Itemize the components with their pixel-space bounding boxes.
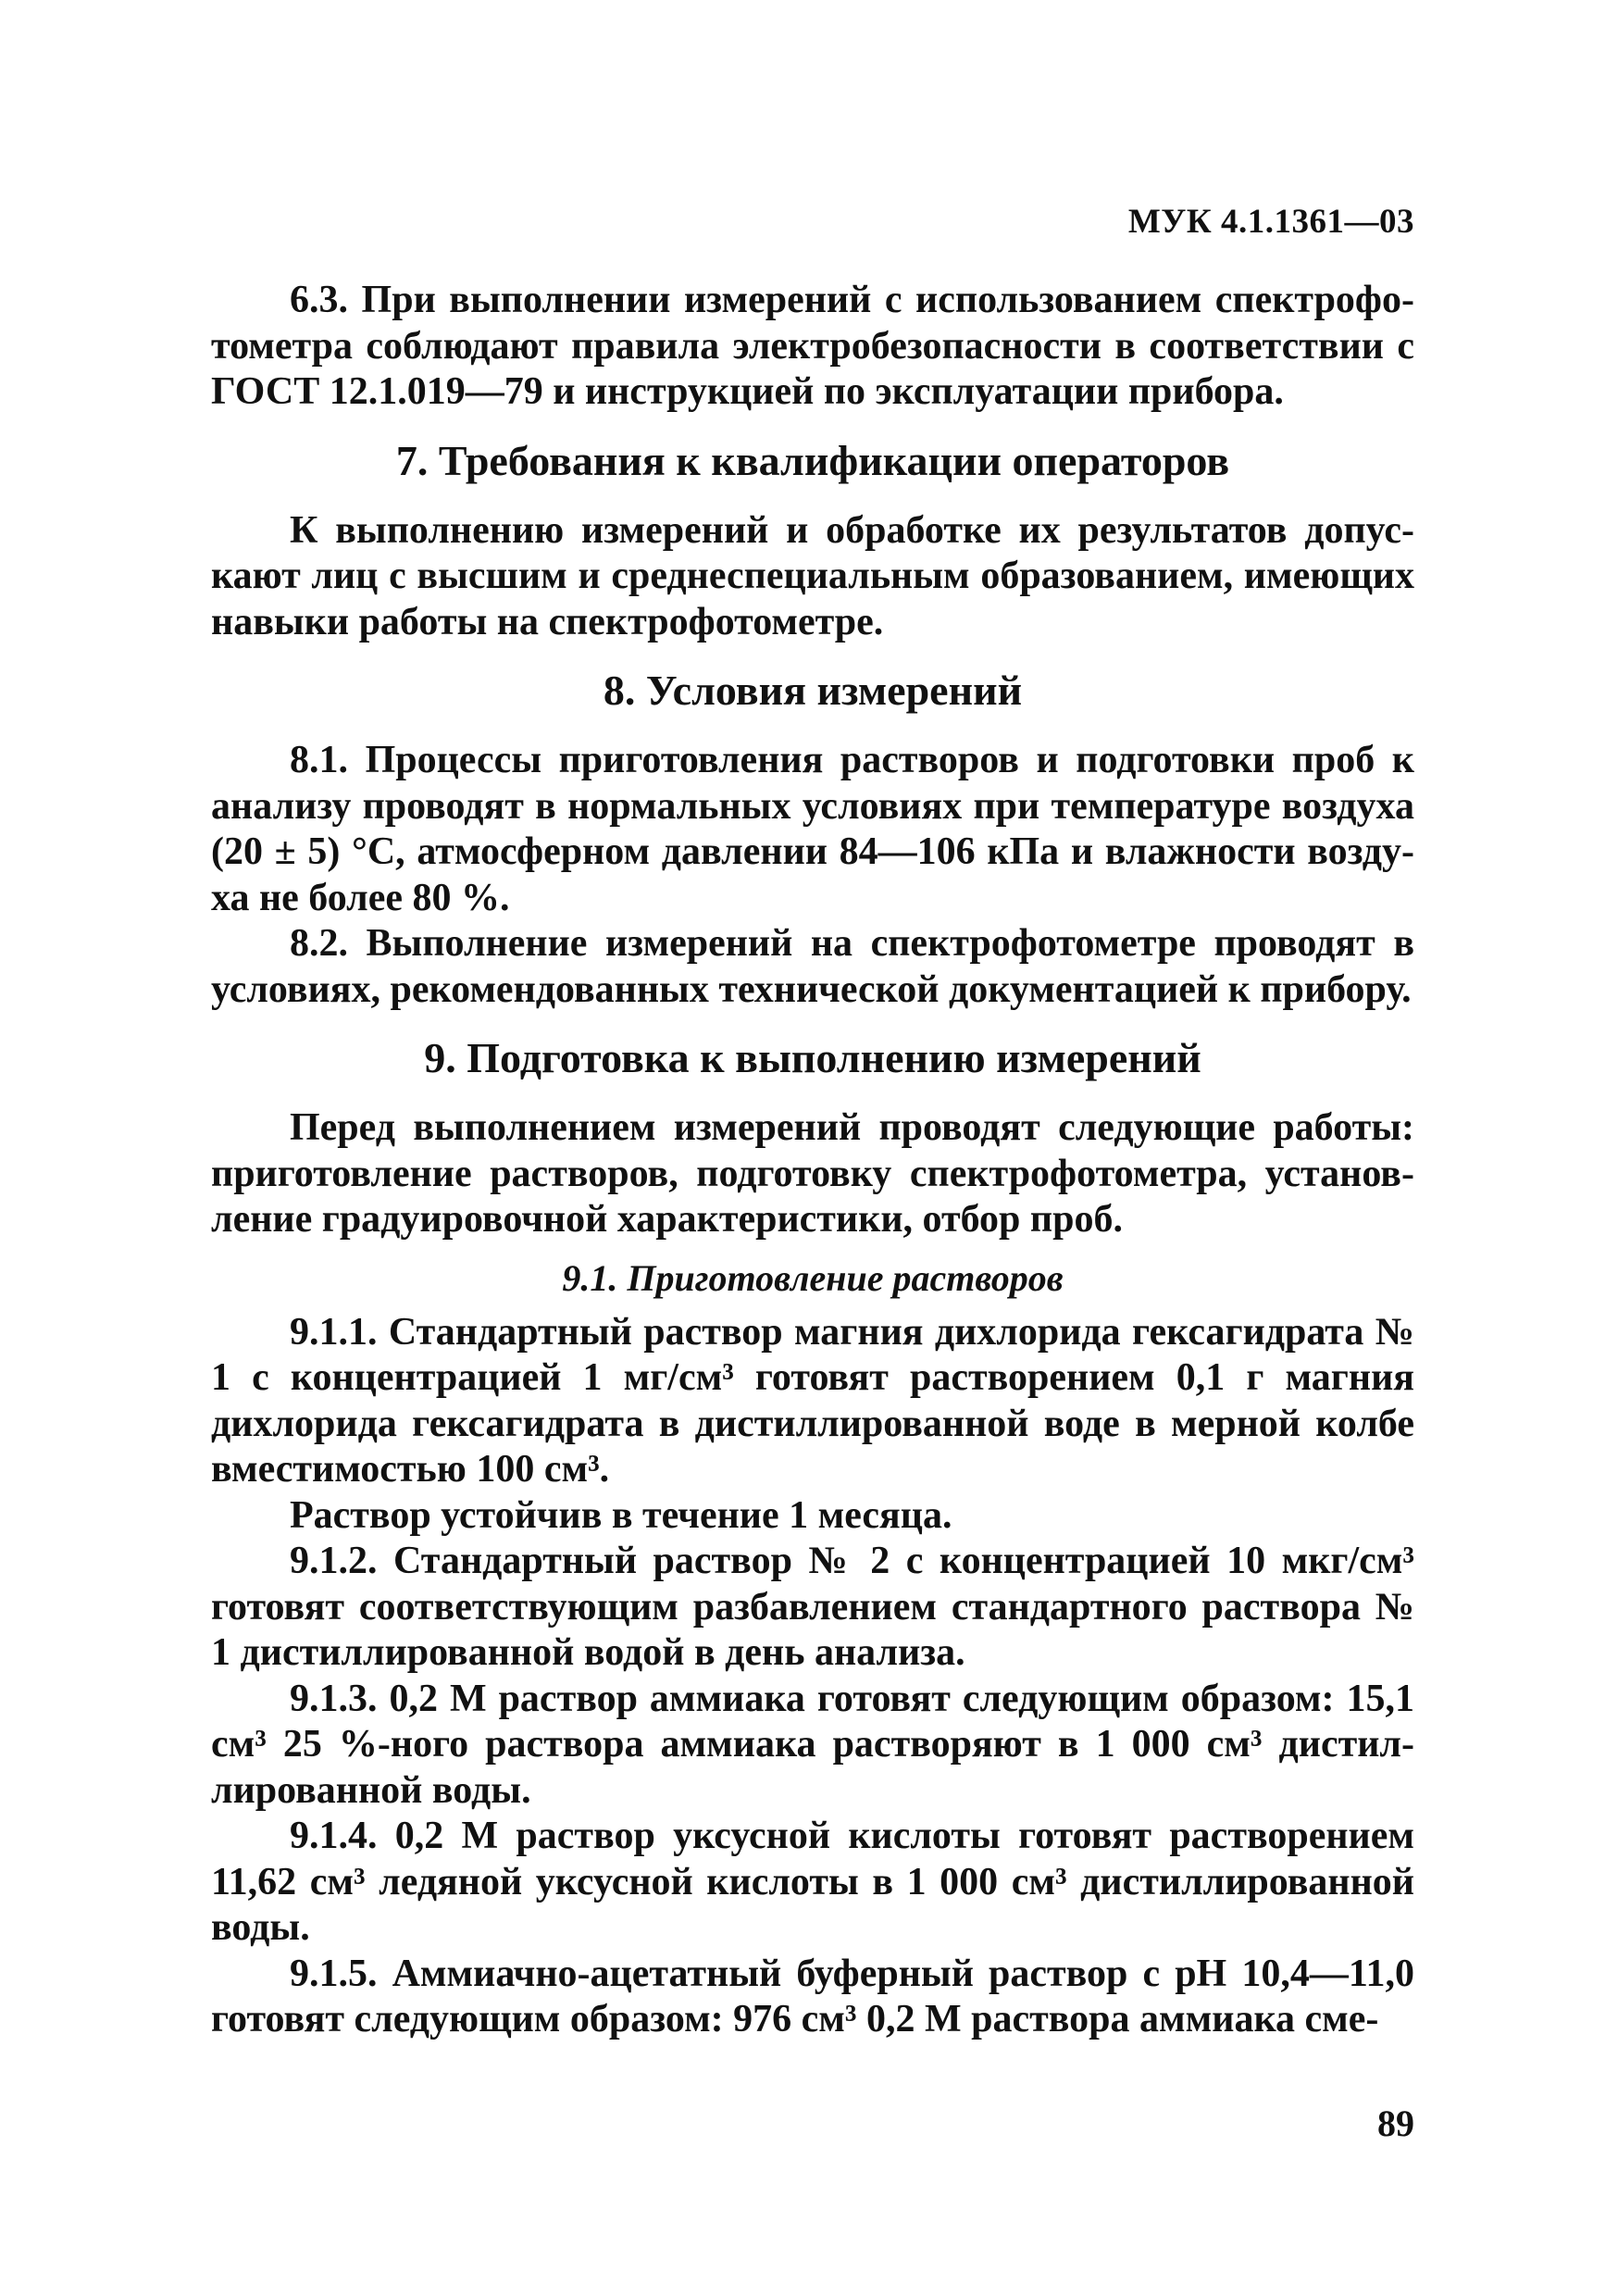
paragraph-9-1-2: 9.1.2. Стандартный раствор № 2 с концентрацией 10 мкг/см³ готовят соответствующим разбавлением стандартного раствора № 1 дистиллированной водой в день анализа. bbox=[211, 1540, 1414, 1674]
document-body bbox=[211, 278, 1414, 2043]
document-code: МУК 4.1.1361—03 bbox=[1127, 203, 1414, 241]
paragraph-9-1-5: 9.1.5. Аммиачно-ацетатный буферный раствор с pH 10,4—11,0 готовят следующим образом: 976 см³ 0,2 М раствора аммиака сме- bbox=[211, 1952, 1414, 2040]
paragraph-7: К выполнению измерений и обработке их результатов допускают лиц с высшим и среднеспециальным образованием, имеющих навыки работы на спектрофотометре. bbox=[211, 508, 1414, 643]
section-heading-8: 8. Условия измерений bbox=[603, 667, 1023, 714]
paragraph-6-3: 6.3. При выполнении измерений с использованием спектрофотометра соблюдают правила электробезопасности в соответствии с ГОСТ 12.1.019—79 и инструкцией по эксплуатации прибора. bbox=[211, 279, 1414, 413]
section-heading-9: 9. Подготовка к выполнению измерений bbox=[424, 1034, 1201, 1081]
paragraph-9-1-3: 9.1.3. 0,2 М раствор аммиака готовят следующим образом: 15,1 см³ 25 %-ного раствора аммиака растворяют в 1 000 см³ дистиллированной воды. bbox=[211, 1677, 1414, 1812]
section-heading-7: 7. Требования к квалификации операторов bbox=[395, 436, 1230, 484]
page-number: 89 bbox=[1377, 2103, 1414, 2144]
paragraph-9-1-4: 9.1.4. 0,2 М раствор уксусной кислоты готовят растворением 11,62 см³ ледяной уксусной кислоты в 1 000 см³ дистиллированной воды. bbox=[211, 1815, 1414, 1949]
paragraph-9-1-1: 9.1.1. Стандартный раствор магния дихлорида гексагидрата № 1 с концентрацией 1 мг/см³ готовят растворением 0,1 г магния дихлорида гексагидрата в дистиллированной воде в мерной колбе вместимостью 100 см³. bbox=[211, 1310, 1414, 1491]
subsection-heading-9-1: 9.1. Приготовление растворов bbox=[562, 1256, 1064, 1299]
paragraph-9-1-1-note: Раствор устойчив в течение 1 месяца. bbox=[290, 1493, 952, 1537]
document-page bbox=[211, 0, 1414, 2296]
paragraph-8-1: 8.1. Процессы приготовления растворов и подготовки проб к анализу проводят в нормальных условиях при температуре воздуха (20 ± 5) °С, атмосферном давлении 84—106 кПа и влажности воздуха не более 80 %. bbox=[211, 739, 1414, 919]
paragraph-8-2: 8.2. Выполнение измерений на спектрофотометре проводят в условиях, рекомендованных технической документацией к прибору. bbox=[211, 922, 1414, 1011]
paragraph-9: Перед выполнением измерений проводят следующие работы: приготовление растворов, подготовку спектрофотометра, установление градуировочной характеристики, отбор проб. bbox=[211, 1106, 1414, 1241]
